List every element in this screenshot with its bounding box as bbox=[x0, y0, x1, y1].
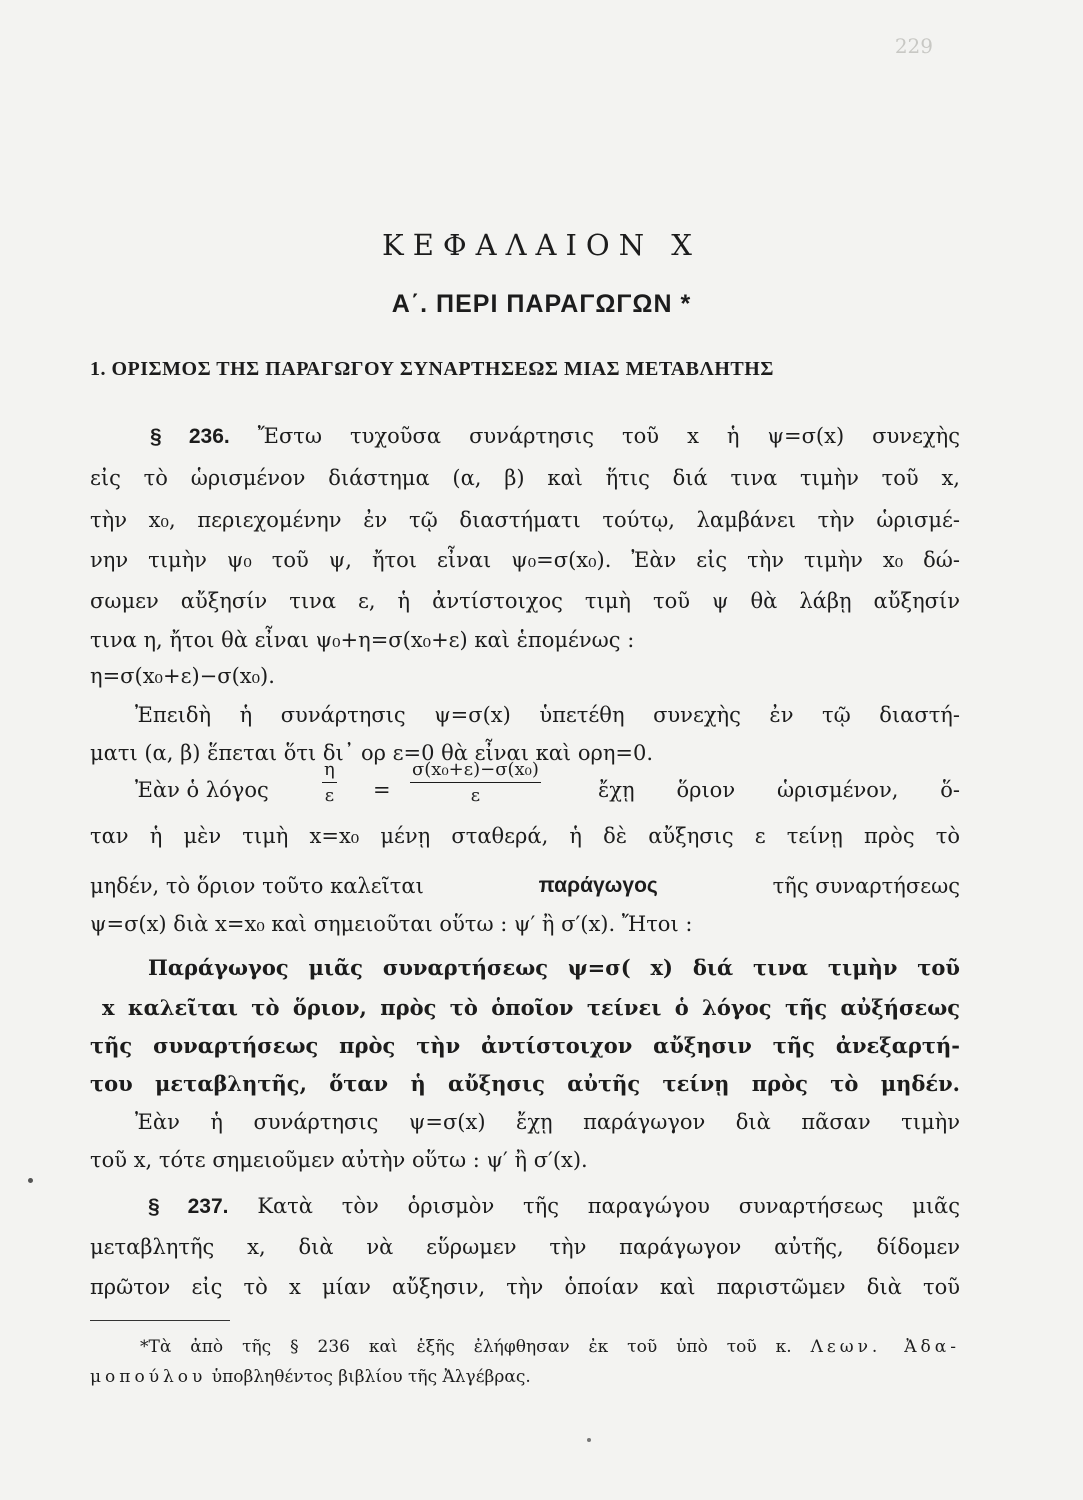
fraction-denominator: ε bbox=[324, 785, 335, 806]
equation-prefix: Ἐὰν ὁ λόγος bbox=[135, 778, 269, 802]
paragraph-line bbox=[90, 1188, 960, 1224]
margin-dot bbox=[28, 1178, 33, 1183]
paragraph-line: Ἐὰν ἡ συνάρτησις ψ=σ(x) ἔχῃ παράγωγον διὰ πᾶσαν τιμὴν bbox=[135, 1110, 960, 1134]
footnote-line bbox=[140, 1332, 960, 1362]
paragraph-line: εἰς τὸ ὡρισμένον διάστημα (α, β) καὶ ἥτις διά τινα τιμὴν τοῦ x, bbox=[90, 466, 960, 490]
paragraph-line: μεταβλητῆς x, διὰ νὰ εὕρωμεν τὴν παράγωγον αὐτῆς, δίδομεν bbox=[90, 1235, 960, 1259]
ratio-equation bbox=[90, 758, 960, 818]
subsection-title: 1. ΟΡΙΣΜΟΣ ΤΗΣ ΠΑΡΑΓΩΓΟΥ ΣΥΝΑΡΤΗΣΕΩΣ ΜΙΑΣ ΜΕΤΑΒΛΗΤΗΣ bbox=[90, 358, 774, 380]
paragraph-line: ματι (α, β) ἕπεται ὅτι δι᾽ ορ ε=0 θὰ εἶναι καὶ ορη=0. bbox=[90, 741, 654, 765]
definition-line: Παράγωγος μιᾶς συναρτήσεως ψ=σ( x) διά τινα τιμὴν τοῦ bbox=[148, 955, 960, 980]
definition-line: x καλεῖται τὸ ὅριον, πρὸς τὸ ὁποῖον τείνει ὁ λόγος τῆς αὐξήσεως bbox=[102, 995, 960, 1020]
paragraph-text: μηδέν, τὸ ὅριον τοῦτο καλεῖται bbox=[90, 874, 424, 898]
fraction-denominator: ε bbox=[470, 785, 481, 806]
paragraph-text: Ἔστω τυχοῦσα συνάρτησις τοῦ x ἡ ψ=σ(x) συνεχὴς bbox=[257, 424, 960, 448]
paragraph-line: τινα η, ἤτοι θὰ εἶναι ψ₀+η=σ(x₀+ε) καὶ ἑπομένως : bbox=[90, 628, 635, 652]
definition-line: του μεταβλητῆς, ὅταν ἡ αὔξησις αὐτῆς τείνῃ πρὸς τὸ μηδέν. bbox=[90, 1071, 960, 1096]
paragraph-text: Κατὰ τὸν ὁρισμὸν τῆς παραγώγου συναρτήσεως μιᾶς bbox=[257, 1194, 960, 1218]
section-title: Α΄. ΠΕΡΙ ΠΑΡΑΓΩΓΩΝ * bbox=[391, 290, 692, 318]
section-number: § 236. bbox=[150, 425, 230, 448]
equation-line: η=σ(x₀+ε)−σ(x₀). bbox=[90, 664, 275, 688]
footnote-text: ὑποβληθέντος βιβλίου τῆς Ἀλγέβρας. bbox=[211, 1367, 531, 1387]
definition-line: τῆς συναρτήσεως πρὸς τὴν ἀντίστοιχον αὔξησιν τῆς ἀνεξαρτή- bbox=[90, 1033, 960, 1058]
page-number: 229 bbox=[894, 34, 933, 58]
paragraph-line: πρῶτον εἰς τὸ x μίαν αὔξησιν, τὴν ὁποίαν καὶ παριστῶμεν διὰ τοῦ bbox=[90, 1275, 960, 1299]
fraction-numerator: η bbox=[322, 758, 337, 783]
paragraph-line bbox=[90, 868, 960, 904]
paragraph-line: σωμεν αὔξησίν τινα ε, ἡ ἀντίστοιχος τιμὴ τοῦ ψ θὰ λάβῃ αὔξησίν bbox=[90, 589, 960, 613]
paragraph-line: νην τιμὴν ψ₀ τοῦ ψ, ἤτοι εἶναι ψ₀=σ(x₀). Ἐὰν εἰς τὴν τιμὴν x₀ δώ- bbox=[90, 548, 960, 572]
paragraph-line: τοῦ x, τότε σημειοῦμεν αὐτὴν οὕτω : ψ′ ἢ σ′(x). bbox=[90, 1148, 588, 1172]
chapter-title: ΚΕΦΑΛΑΙΟΝ Χ bbox=[382, 228, 701, 262]
paragraph-line bbox=[90, 418, 960, 454]
term-derivative: παράγωγος bbox=[538, 874, 658, 897]
footnote-rule bbox=[90, 1320, 230, 1321]
fraction-difference-quotient bbox=[410, 758, 541, 809]
paragraph-text: τῆς συναρτήσεως bbox=[772, 874, 960, 898]
fraction-eta-over-epsilon bbox=[322, 758, 337, 809]
footnote-author: μοπούλου bbox=[90, 1367, 207, 1387]
paragraph-line: ψ=σ(x) διὰ x=x₀ καὶ σημειοῦται οὕτω : ψ′ ἢ σ′(x). Ἤτοι : bbox=[90, 912, 693, 936]
paragraph-line: Ἐπειδὴ ἡ συνάρτησις ψ=σ(x) ὑπετέθη συνεχὴς ἐν τῷ διαστή- bbox=[135, 703, 960, 727]
paragraph-line: τὴν x₀, περιεχομένην ἐν τῷ διαστήματι τούτῳ, λαμβάνει τὴν ὡρισμέ- bbox=[90, 508, 960, 532]
footnote-text: *Τὰ ἀπὸ τῆς § 236 καὶ ἑξῆς ἐλήφθησαν ἐκ τοῦ ὑπὸ τοῦ κ. bbox=[140, 1337, 792, 1357]
section-number: § 237. bbox=[148, 1195, 229, 1218]
equation-suffix: ἔχῃ ὅριον ὡρισμένον, ὅ- bbox=[598, 778, 960, 802]
fraction-numerator: σ(x₀+ε)−σ(x₀) bbox=[410, 758, 541, 783]
footnote-author: Λεων. Ἀδα- bbox=[810, 1337, 960, 1357]
equals-sign: = bbox=[373, 778, 391, 802]
paragraph-line: ταν ἡ μὲν τιμὴ x=x₀ μένῃ σταθερά, ἡ δὲ αὔξησις ε τείνῃ πρὸς τὸ bbox=[90, 824, 960, 848]
footnote-line bbox=[90, 1362, 531, 1392]
page-dot bbox=[587, 1438, 591, 1442]
